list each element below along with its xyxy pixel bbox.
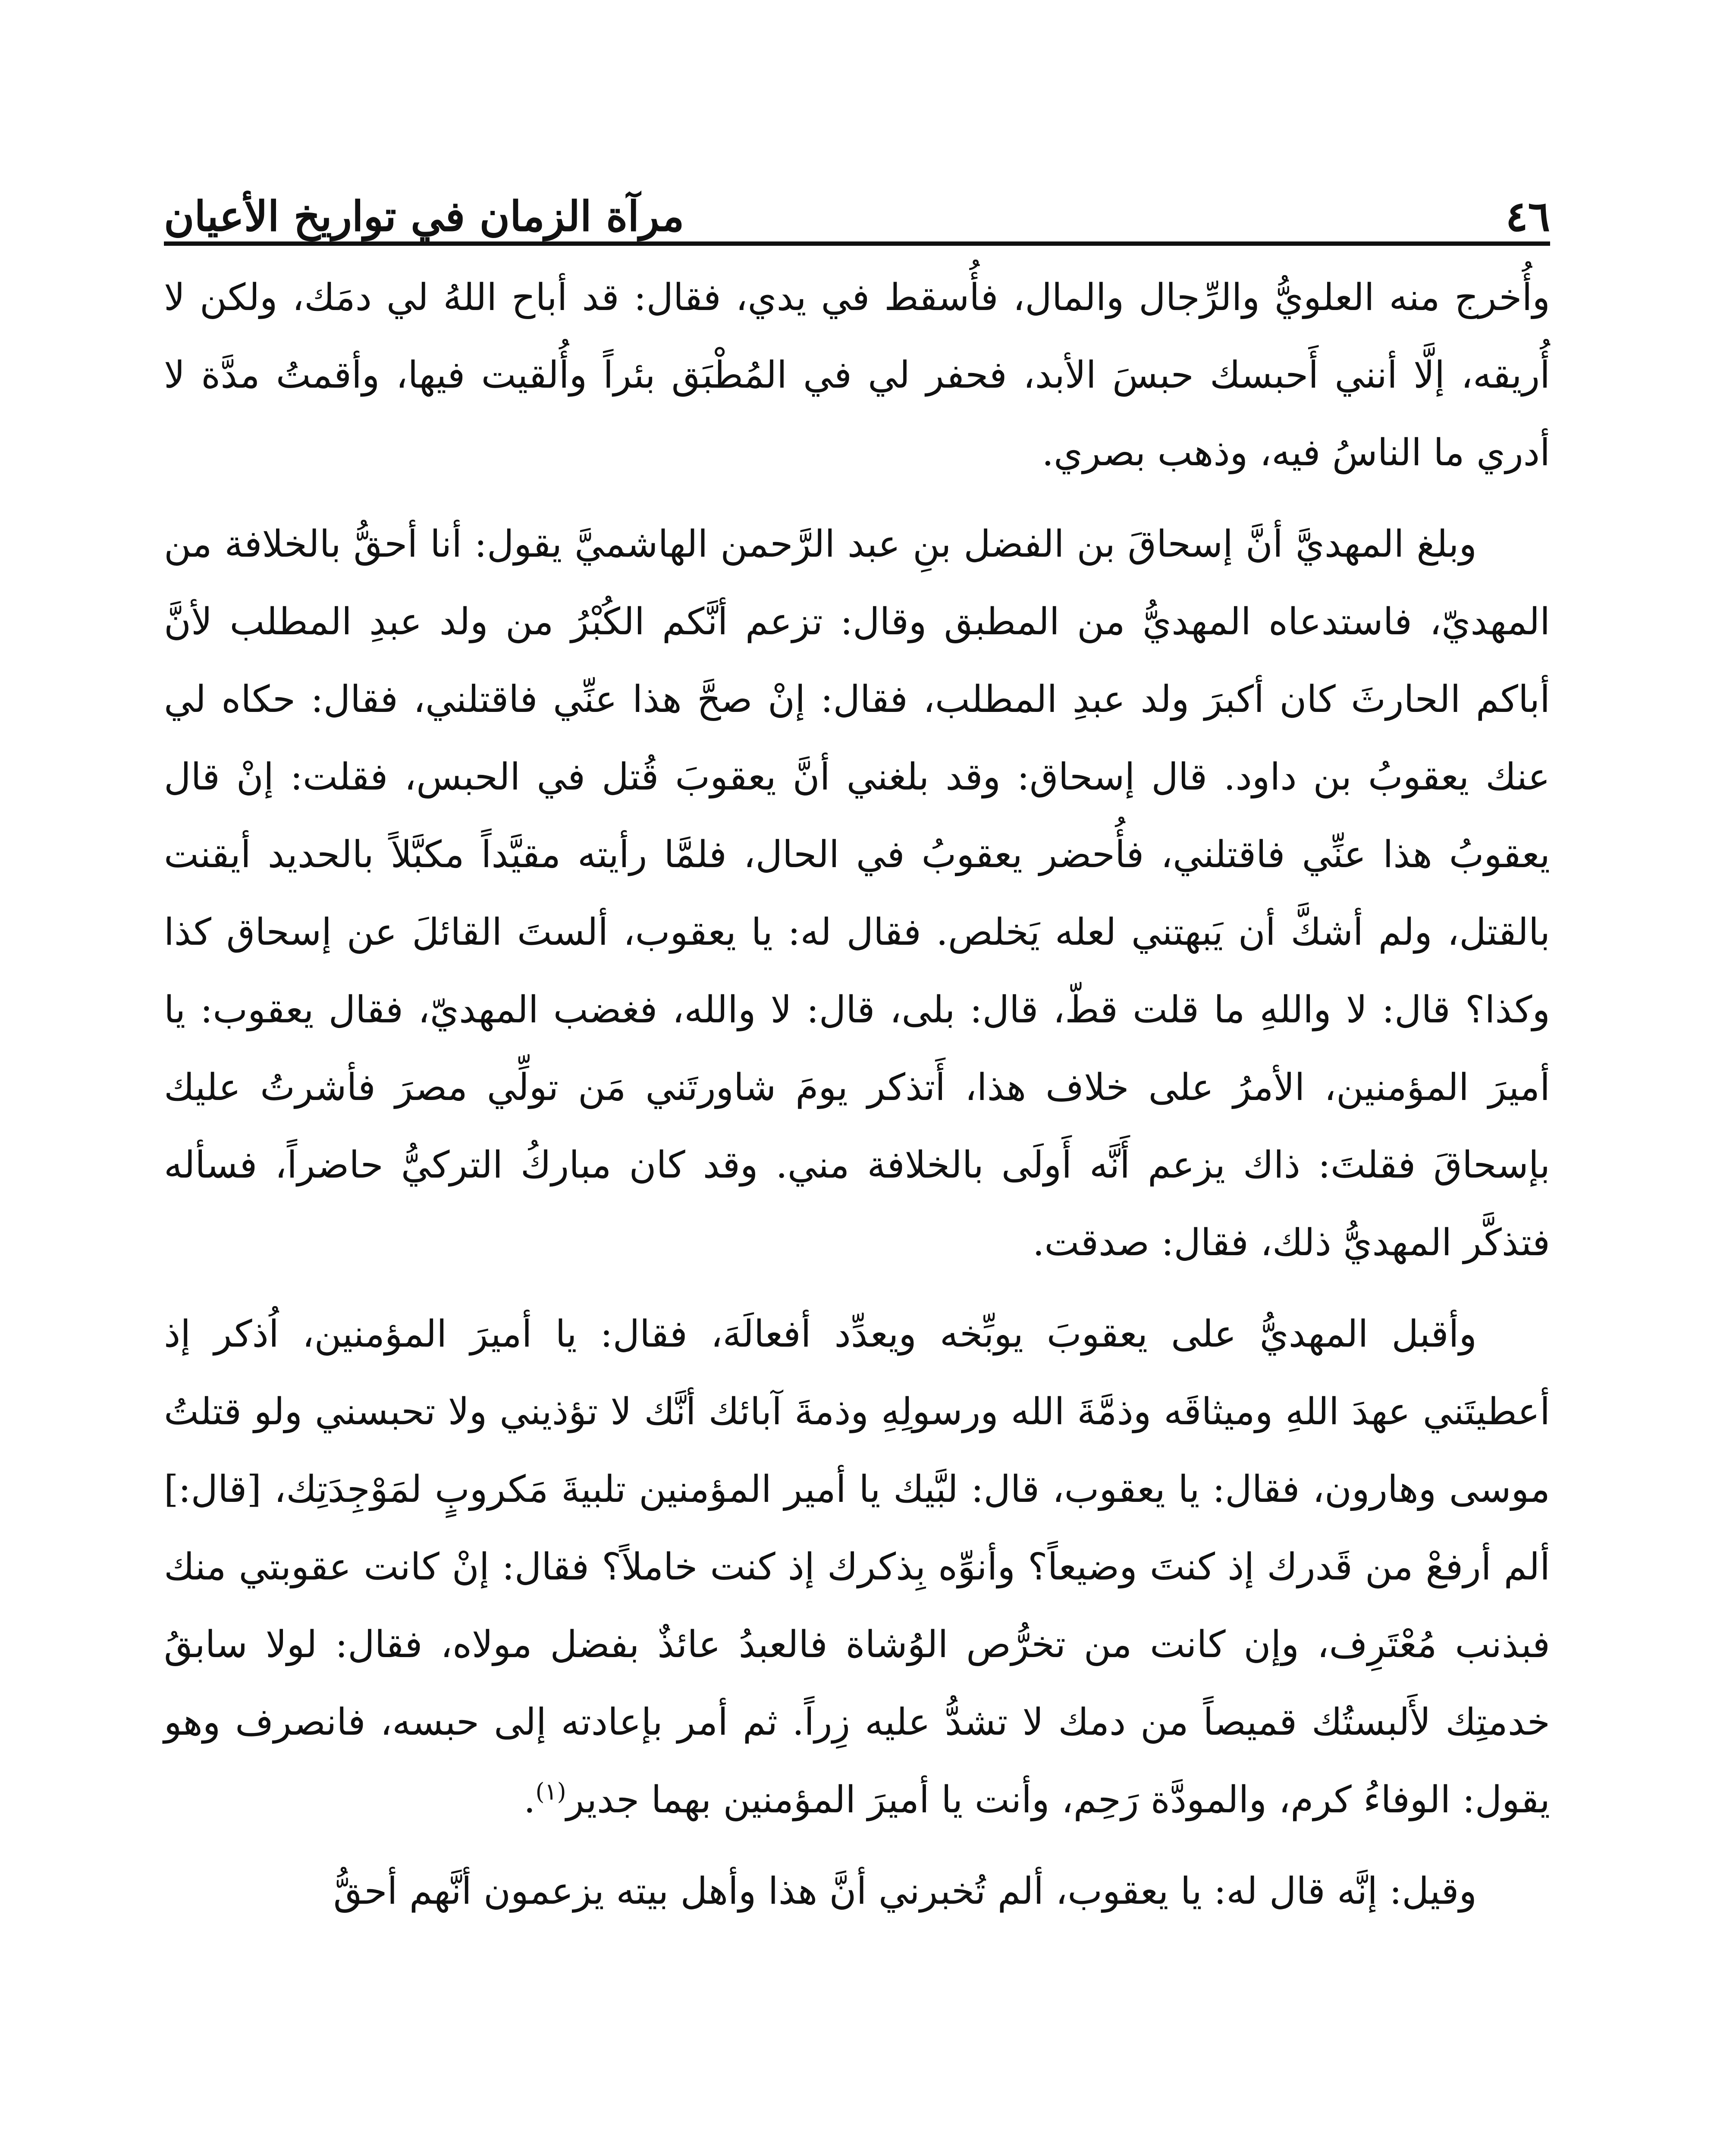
paragraph-3-text: وأقبل المهديُّ على يعقوبَ يوبِّخه ويعدِّد أفعالَهَ، فقال: يا أميرَ المؤمنين، اُذكر إذ أعطيتَني عهدَ اللهِ وميثاقَه وذمَّةَ الله ورسولِهِ وذمةَ آبائك أنَّك لا تؤذيني ولا تحبسني ولو قتلتُ موسى وهارون، فقال: يا يعقوب، قال: لبَّيك يا أمير المؤمنين تلبيةَ مَكروبٍ لمَوْجِدَتِك، [قال:] ألم أرفعْ من قَدرك إذ كنتَ وضيعاً؟ وأنوِّه بِذكرك إذ كنت خاملاً؟ فقال: إنْ كانت عقوبتي منك فبذنب مُعْتَرِف، وإن كانت من تخرُّص الوُشاة فالعبدُ عائذٌ بفضل مولاه، فقال: لولا سابقُ خدمتِك لأَلبستُك قميصاً من دمك لا تشدُّ عليه زِراً. ثم أمر بإعادته إلى حبسه، فانصرف وهو يقول: الوفاءُ كرم، والمودَّة رَحِم، وأنت يا أميرَ المؤمنين بهما جدير xyxy=(164,1313,1550,1821)
paragraph-1: وأُخرج منه العلويُّ والرِّجال والمال، فأُسقط في يدي، فقال: قد أباح اللهُ لي دمَك، ولكن لا أُريقه، إلَّا أنني أَحبسك حبسَ الأبد، فحفر لي في المُطْبَق بئراً وأُلقيت فيها، وأقمتُ مدَّة لا أدري ما الناسُ فيه، وذهب بصري. xyxy=(164,276,1550,474)
paragraph-3-end: . xyxy=(524,1778,536,1821)
header-rule xyxy=(164,241,1550,246)
paragraph-3 xyxy=(164,1295,1550,1839)
running-head xyxy=(164,172,1550,241)
paragraph-2: وبلغ المهديَّ أنَّ إسحاقَ بن الفضل بنِ عبد الرَّحمن الهاشميَّ يقول: أنا أحقُّ بالخلافة من المهديّ، فاستدعاه المهديُّ من المطبق وقال: تزعم أنَّكم الكُبْرُ من ولد عبدِ المطلب لأنَّ أباكم الحارثَ كان أكبرَ ولد عبدِ المطلب، فقال: إنْ صحَّ هذا عنِّي فاقتلني، فقال: حكاه لي عنك يعقوبُ بن داود. قال إسحاق: وقد بلغني أنَّ يعقوبَ قُتل في الحبس، فقلت: إنْ قال يعقوبُ هذا عنِّي فاقتلني، فأُحضر يعقوبُ في الحال، فلمَّا رأيته مقيَّداً مكبَّلاً بالحديد أيقنت بالقتل، ولم أشكَّ أن يَبهتني لعله يَخلص. فقال له: يا يعقوب، ألستَ القائلَ عن إسحاق كذا وكذا؟ قال: لا واللهِ ما قلت قطّ، قال: بلى، قال: لا والله، فغضب المهديّ، فقال يعقوب: يا أميرَ المؤمنين، الأمرُ على خلاف هذا، أَتذكر يومَ شاورتَني مَن تولِّي مصرَ فأشرتُ عليك بإسحاقَ فقلتَ: ذاك يزعم أَنَّه أَولَى بالخلافة مني. وقد كان مباركُ التركيُّ حاضراً، فسأله فتذكَّر المهديُّ ذلك، فقال: صدقت. xyxy=(164,523,1550,1264)
book-title: مرآة الزمان في تواريخ الأعيان xyxy=(164,192,684,241)
main-text xyxy=(164,259,1550,1944)
paragraph-4: وقيل: إنَّه قال له: يا يعقوب، ألم تُخبرني أنَّ هذا وأهل بيته يزعمون أنَّهم أحقُّ xyxy=(333,1870,1477,1913)
footnote-marker: (١) xyxy=(535,1778,566,1805)
page-number: ٤٦ xyxy=(1505,192,1550,241)
